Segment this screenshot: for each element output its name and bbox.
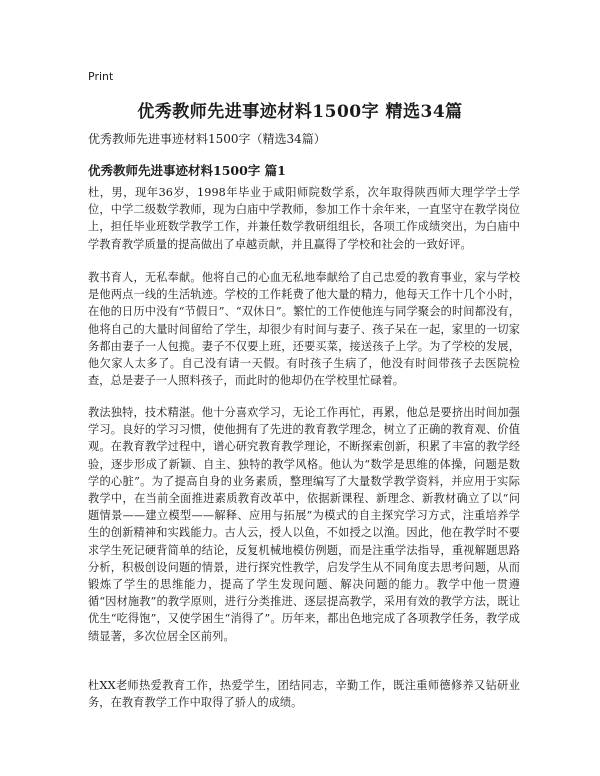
page-title: 优秀教师先进事迹材料1500字 精选34篇	[137, 102, 463, 122]
paragraph: 杜XX老师热爱教育工作，热爱学生，团结同志，辛勤工作，既注重师德修养又钻研业务，在教育教学工作中取得了骄人的成绩。	[88, 679, 520, 710]
section-heading: 优秀教师先进事迹材料1500字 篇1	[88, 163, 286, 178]
paragraph: 教书育人，无私奉献。他将自己的心血无私地奉献给了自己忠爱的教育事业，家与学校是他两点一线的生活轨迹。学校的工作耗费了他大量的精力，他每天工作十几个小时，在他的日历中没有“节假日”、“双休日”。繁忙的工作使他连与同学聚会的时间都没有，他将自己的大量时间留给了学生，却很少有时间与妻子、孩子呆在一起，家里的一切家务都由妻子一人包揽。妻子不仅要上班，还要买菜，接送孩子上学。为了学校的发展，他欠家人太多了。自己没有请一天假。有时孩子生病了，他没有时间带孩子去医院检查，总是妻子一人照料孩子，而此时的他却仍在学校里忙碌着。	[88, 271, 520, 388]
print-link[interactable]: Print	[88, 70, 114, 83]
paragraph: 杜，男，现年36岁，1998年毕业于咸阳师院数学系，次年取得陕西师大理学学士学位，中学二级数学教师，现为白庙中学教师，参加工作十余年来，一直坚守在教学岗位上，担任毕业班数学教学工作，并兼任数学教研组组长，各项工作成绩突出，为白庙中学教育教学质量的提高做出了卓越贡献，并且赢得了学校和社会的一致好评。	[88, 186, 520, 251]
paragraph: 教法独特，技术精湛。他十分喜欢学习，无论工作再忙，再累，他总是要挤出时间加强学习。良好的学习习惯，使他拥有了先进的教育教学理念，树立了正确的教育观、价值观。在教育教学过程中，谱心研究教育教学理论，不断探索创新，积累了丰富的教学经验，逐步形成了新颖、自主、独特的教学风格。他认为“数学是思维的体操，问题是数学的心脏”。为了提高自身的业务素质，整理编写了大量数学教学资料，并应用于实际教学中，在当前全面推进素质教育改革中，依据新课程、新理念、新教材确立了以“问题情景——建立模型——解释、应用与拓展”为模式的自主探究学习方式，注重培养学生的创新精神和实践能力。古人云，授人以鱼，不如授之以渔。因此，他在教学时不要求学生死记硬背简单的结论，反复机械地模仿例题，而是注重学法指导，重视解题思路分析，积极创设问题的情景，进行探究性教学，启发学生从不同角度去思考问题，从而锻炼了学生的思维能力，提高了学生发现问题、解决问题的能力。教学中他一贯遵循“因材施教”的教学原则，进行分类推进、逐层提高教学，采用有效的教学方法，既让优生“吃得饱”，又使学困生“消得了”。历年来，都出色地完成了各项教学任务，教学成绩显著，多次位居全区前列。	[88, 406, 520, 643]
document-subtitle: 优秀教师先进事迹材料1500字（精选34篇）	[88, 132, 326, 146]
